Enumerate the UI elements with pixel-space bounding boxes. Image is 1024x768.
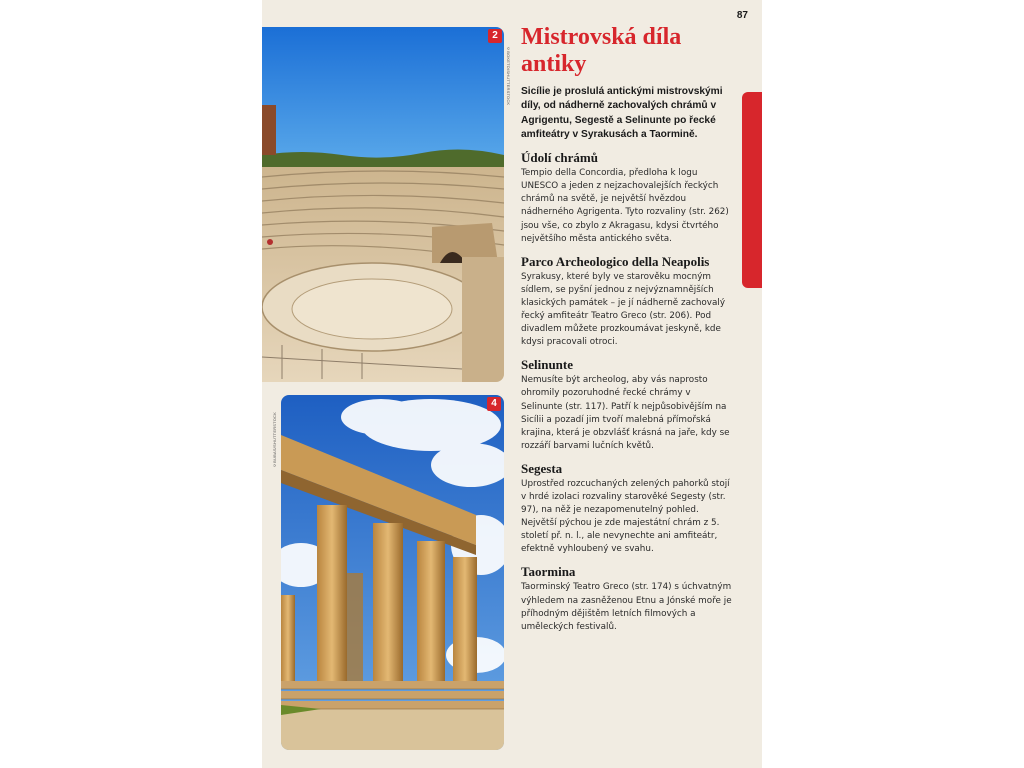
section-heading: Taormina: [521, 564, 576, 580]
temple-photo: [281, 395, 504, 750]
temple-photo-illustration: [281, 395, 504, 750]
title-line-1: Mistrovská díla: [521, 24, 682, 50]
article-column: [521, 24, 733, 634]
article-title: [521, 24, 733, 78]
section-body: Syrakusy, které byly ve starověku mocným sídlem, se pyšní jednou z nejvýznamnějších klasických památek – je jí nádherně zachovalý řecký amfiteátr Teatro Greco (str. 206). Pod divadlem můžete prozkoumávat jeskyně, kde kdysi pracovali otroci.: [521, 271, 726, 348]
section-heading: Parco Archeologico della Neapolis: [521, 253, 710, 269]
section-body: Tempio della Concordia, předloha k logu UNESCO a jeden z nejzachovalejších řeckých chrámů na světě, je největší hvězdou nádherného Agrigenta. Tyto rozvaliny (str. 262) jsou vše, co zbylo z Akragasu, kdysi čtvrtého největšího města antického světa.: [521, 168, 729, 244]
section-body: Nemusíte být archeolog, aby vás naprosto ohromily pozoruhodné řecké chrámy v Selinunte (str. 117). Patří k nejpůsobivějším na Sicílii a pozadí jim tvoří malebná přímořská krajina, která je obzvlášť krásná na jaře, kdy se rozzáří barvami lučních květů.: [521, 375, 730, 451]
section-selinunte: [521, 357, 733, 453]
photo-4-badge: 4: [487, 397, 501, 411]
chapter-tab: [742, 92, 762, 288]
section-heading: Údolí chrámů: [521, 150, 598, 166]
theatre-photo: [262, 27, 504, 382]
section-neapolis: [521, 254, 733, 350]
photo-credit: ©BUBAS/SHUTTERSTOCK: [272, 412, 277, 469]
section-segesta: [521, 461, 733, 557]
photo-credit: ©BOKETO/SHUTTERSTOCK: [506, 46, 511, 106]
book-page: [262, 0, 762, 768]
title-line-2: antiky: [521, 51, 587, 77]
article-lead: Sicílie je proslulá antickými mistrovskými díly, od nádherně zachovalých chrámů v Agrigentu, Segestě a Selinunte po řecké amfiteátry v Syrakusách a Taormině.: [521, 86, 723, 140]
photo-2-badge: 2: [488, 29, 502, 43]
section-taormina: [521, 564, 733, 633]
section-body: Uprostřed rozcuchaných zelených pahorků stojí v hrdé izolaci rozvaliny starověké Segesty (str. 97), na něž je nezapomenutelný pohled. Největší pýchou je zde majestátní chrám z 5. století př. n. l., ale nevynechte ani amfiteátr, efektně vyhloubený ve svahu.: [521, 478, 730, 555]
section-body: Taorminský Teatro Greco (str. 174) s úchvatným výhledem na zasněženou Etnu a Jónské moře je příhodným dějištěm letních filmových a uměleckých festivalů.: [521, 582, 732, 632]
page-number: 87: [736, 10, 748, 21]
section-heading: Selinunte: [521, 357, 574, 373]
theatre-photo-illustration: [262, 27, 504, 382]
section-heading: Segesta: [521, 460, 563, 476]
section-udoli-chramu: [521, 150, 733, 246]
